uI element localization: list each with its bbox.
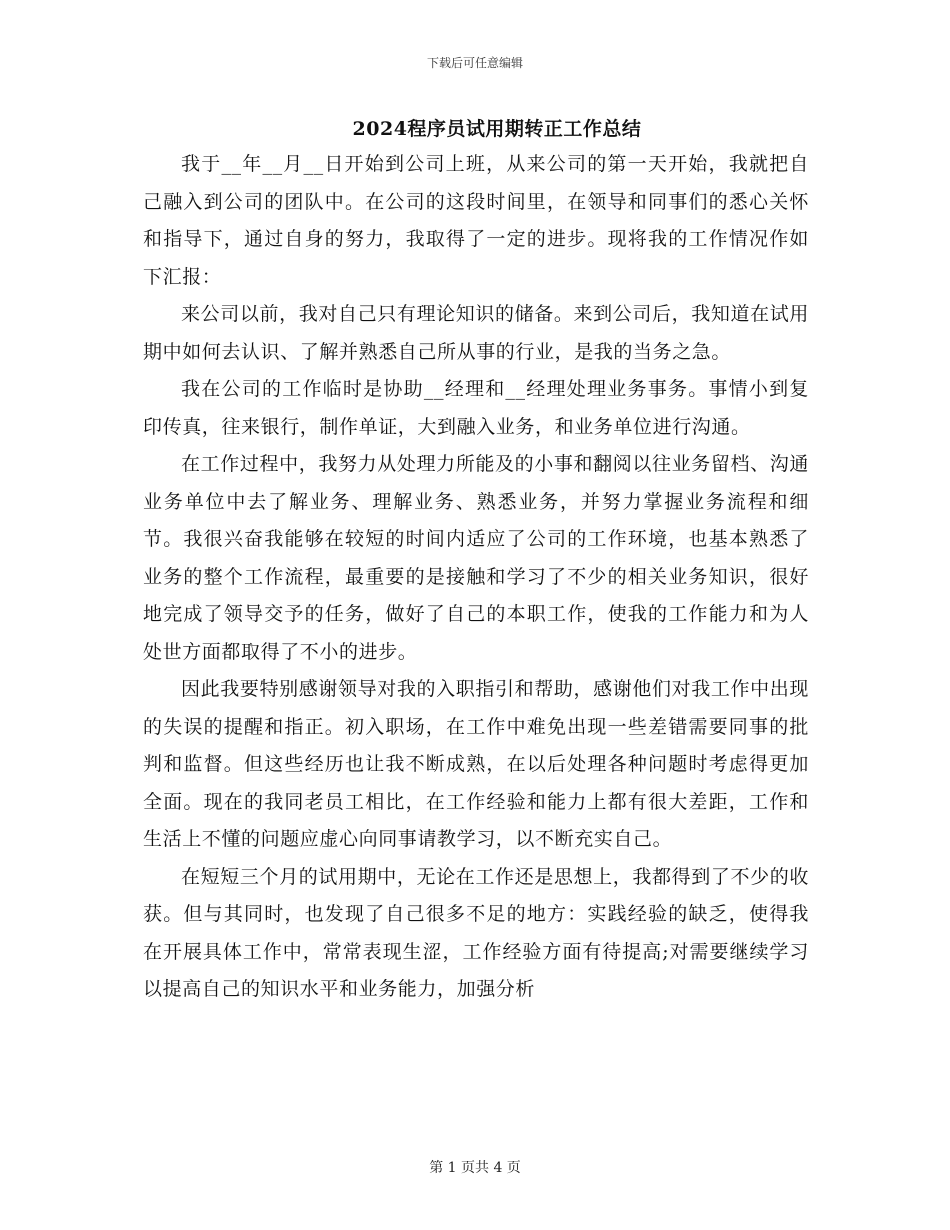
header-note: 下载后可任意编辑 — [426, 56, 523, 70]
paragraph-1: 我于__年__月__日开始到公司上班，从来公司的第一天开始，我就把自己融入到公司的团队中。在公司的这段时间里，在领导和同事们的悉心关怀和指导下，通过自身的努力，我取得了一定的进步。现将我的工作情况作如下汇报： — [143, 153, 809, 288]
paragraph-6: 在短短三个月的试用期中，无论在工作还是思想上，我都得到了不少的收获。但与其同时，也发现了自己很多不足的地方：实践经验的缺乏，使得我在开展具体工作中，常常表现生涩，工作经验方面有待提高;对需要继续学习以提高自己的知识水平和业务能力，加强分析 — [143, 865, 809, 1000]
paragraph-3: 我在公司的工作临时是协助__经理和__经理处理业务事务。事情小到复印传真，往来银行，制作单证，大到融入业务，和业务单位进行沟通。 — [143, 378, 809, 438]
page-number: 第 1 页共 4 页 — [429, 1160, 521, 1176]
paragraph-4: 在工作过程中，我努力从处理力所能及的小事和翻阅以往业务留档、沟通业务单位中去了解业务、理解业务、熟悉业务，并努力掌握业务流程和细节。我很兴奋我能够在较短的时间内适应了公司的工作环境，也基本熟悉了业务的整个工作流程，最重要的是接触和学习了不少的相关业务知识，很好地完成了领导交予的任务，做好了自己的本职工作，使我的工作能力和为人处世方面都取得了不小的进步。 — [143, 453, 809, 663]
document-title: 2024程序员试用期转正工作总结 — [352, 118, 642, 140]
document-body — [143, 146, 809, 1009]
paragraph-2: 来公司以前，我对自己只有理论知识的储备。来到公司后，我知道在试用期中如何去认识、了解并熟悉自己所从事的行业，是我的当务之急。 — [143, 303, 809, 363]
paragraph-5: 因此我要特别感谢领导对我的入职指引和帮助，感谢他们对我工作中出现的失误的提醒和指正。初入职场，在工作中难免出现一些差错需要同事的批判和监督。但这些经历也让我不断成熟，在以后处理各种问题时考虑得更加全面。现在的我同老员工相比，在工作经验和能力上都有很大差距，工作和生活上不懂的问题应虚心向同事请教学习，以不断充实自己。 — [143, 678, 809, 850]
